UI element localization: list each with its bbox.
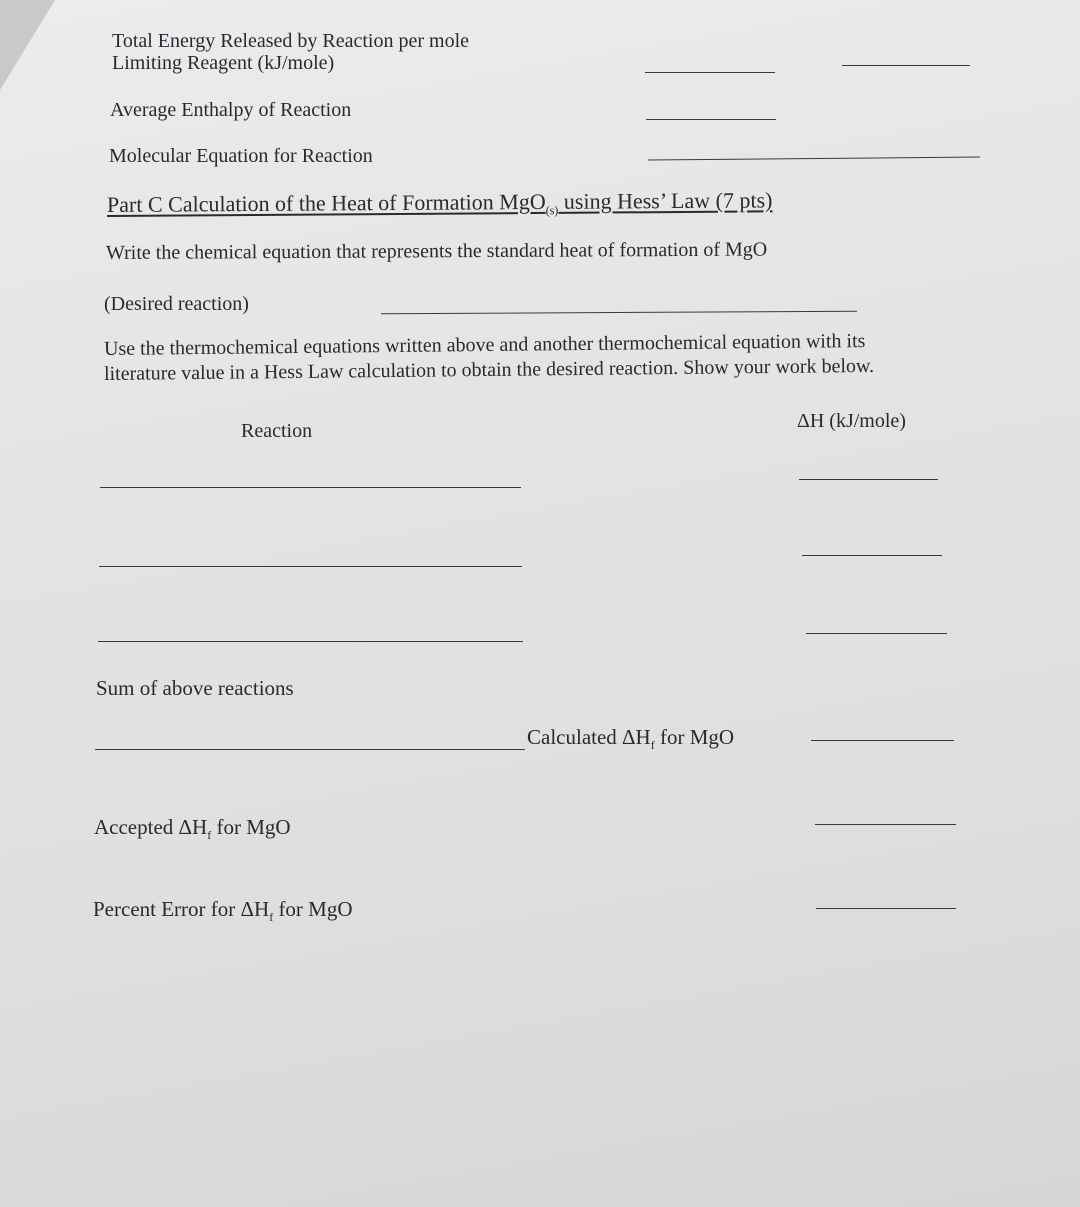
reaction-column-header: Reaction	[241, 420, 313, 442]
calculated-dhf-blank[interactable]	[811, 740, 954, 741]
part-c-heading: Part C Calculation of the Heat of Formation MgO$_{(s)}$ using Hess’ Law (7 pts)	[106, 187, 773, 218]
accepted-dhf-label: Accepted $\Delta H_f$ for MgO	[94, 815, 291, 843]
total-energy-blank-2[interactable]	[842, 65, 970, 66]
calculated-dhf-label: Calculated $\Delta H_f$ for MgO	[527, 725, 735, 753]
percent-error-blank[interactable]	[816, 908, 956, 909]
percent-error-label: Percent Error for $\Delta H_f$ for MgO	[93, 897, 353, 925]
reaction-blank-1[interactable]	[100, 487, 521, 488]
delta-h-blank-3[interactable]	[806, 633, 947, 634]
sum-reactions-label: Sum of above reactions	[96, 676, 294, 700]
reaction-blank-3[interactable]	[98, 641, 523, 642]
average-enthalpy-blank[interactable]	[646, 119, 776, 120]
average-enthalpy-label: Average Enthalpy of Reaction	[110, 99, 352, 121]
page-corner-shadow	[0, 0, 55, 90]
instruction-hess-line1: Use the thermochemical equations written above and another thermochemical equation with its	[103, 330, 866, 360]
delta-h-column-header: ΔH (kJ/mole)	[797, 410, 906, 432]
desired-reaction-blank[interactable]	[381, 311, 857, 314]
molecular-equation-label: Molecular Equation for Reaction	[109, 145, 373, 167]
desired-reaction-label: (Desired reaction)	[104, 293, 249, 315]
instruction-hess-line2: literature value in a Hess Law calculation to obtain the desired reaction. Show your work below.	[103, 354, 875, 385]
sum-reaction-blank[interactable]	[95, 749, 525, 750]
total-energy-blank-1[interactable]	[645, 72, 775, 73]
instruction-write-equation: Write the chemical equation that represents the standard heat of formation of MgO	[105, 238, 768, 264]
accepted-dhf-blank[interactable]	[815, 824, 956, 825]
total-energy-label-line1: Total Energy Released by Reaction per mole	[112, 30, 470, 52]
delta-h-blank-1[interactable]	[799, 479, 938, 480]
reaction-blank-2[interactable]	[99, 566, 522, 567]
delta-h-blank-2[interactable]	[802, 555, 942, 556]
molecular-equation-blank[interactable]	[648, 157, 980, 161]
total-energy-label-line2: Limiting Reagent (kJ/mole)	[112, 52, 335, 74]
